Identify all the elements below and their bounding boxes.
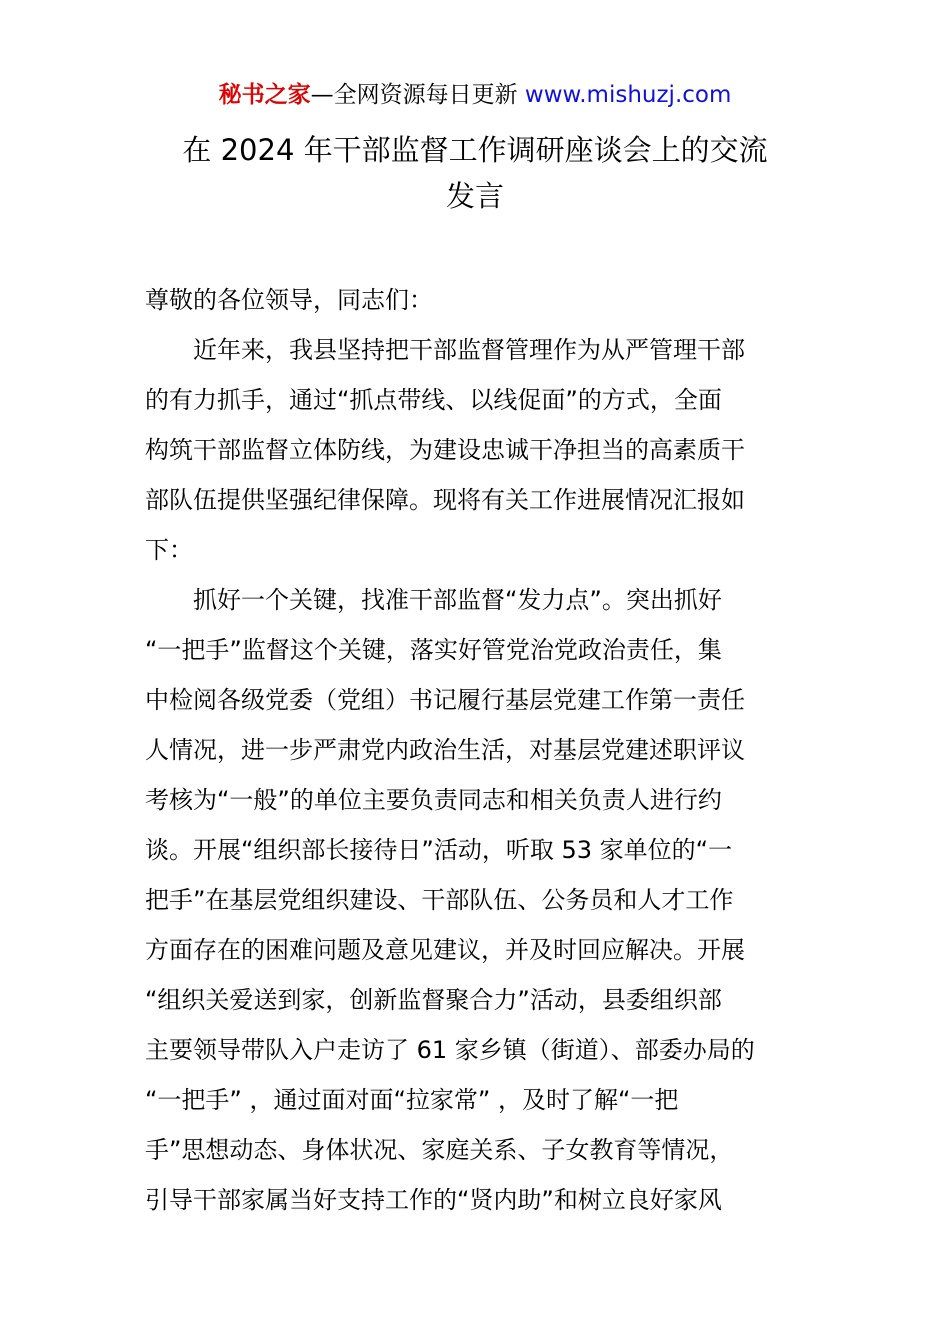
site-url-link[interactable]: www.mishuzj.com (524, 82, 732, 108)
body-line: “一把手”监督这个关键，落实好管党治党政治责任，集 (145, 636, 722, 664)
body-line: 方面存在的困难问题及意见建议，并及时回应解决。开展 (145, 936, 745, 964)
document-title (0, 127, 950, 219)
body-line: 人情况，进一步严肃党内政治生活，对基层党建述职评议 (145, 736, 745, 764)
body-line: 手”思想动态、身体状况、家庭关系、子女教育等情况， (145, 1136, 734, 1164)
body-line: 中检阅各级党委（党组）书记履行基层党建工作第一责任 (145, 686, 745, 714)
brand-name: 秘书之家 (218, 82, 311, 108)
body-line: 部队伍提供坚强纪律保障。现将有关工作进展情况汇报如 (145, 486, 745, 514)
body-line: “一把手” ，通过面对面“拉家常” ，及时了解“一把 (145, 1086, 679, 1114)
header-tagline: —全网资源每日更新 (310, 82, 525, 108)
body-line: “组织关爱送到家，创新监督聚合力”活动，县委组织部 (145, 986, 722, 1014)
body-line: 引导干部家属当好支持工作的“贤内助”和树立良好家风 (145, 1186, 722, 1214)
body-line: 谈。开展“组织部长接待日”活动，听取 53 家单位的“一 (145, 836, 733, 864)
salutation: 尊敬的各位领导，同志们： (145, 286, 433, 314)
body-line: 构筑干部监督立体防线，为建设忠诚干净担当的高素质干 (145, 436, 745, 464)
document-body (145, 275, 810, 1225)
body-line: 把手”在基层党组织建设、干部队伍、公务员和人才工作 (145, 886, 734, 914)
title-line-2: 发言 (445, 179, 504, 213)
body-line: 主要领导带队入户走访了 61 家乡镇（街道）、部委办局的 (145, 1036, 755, 1064)
body-line: 近年来，我县坚持把干部监督管理作为从严管理干部 (193, 336, 745, 364)
body-line: 的有力抓手，通过“抓点带线、以线促面”的方式，全面 (145, 386, 722, 414)
title-line-1: 在 2024 年干部监督工作调研座谈会上的交流 (182, 133, 768, 167)
body-line: 抓好一个关键，找准干部监督“发力点”。突出抓好 (193, 586, 722, 614)
body-line: 考核为“一般”的单位主要负责同志和相关负责人进行约 (145, 786, 722, 814)
body-line: 下： (145, 536, 193, 564)
site-header (0, 78, 950, 112)
